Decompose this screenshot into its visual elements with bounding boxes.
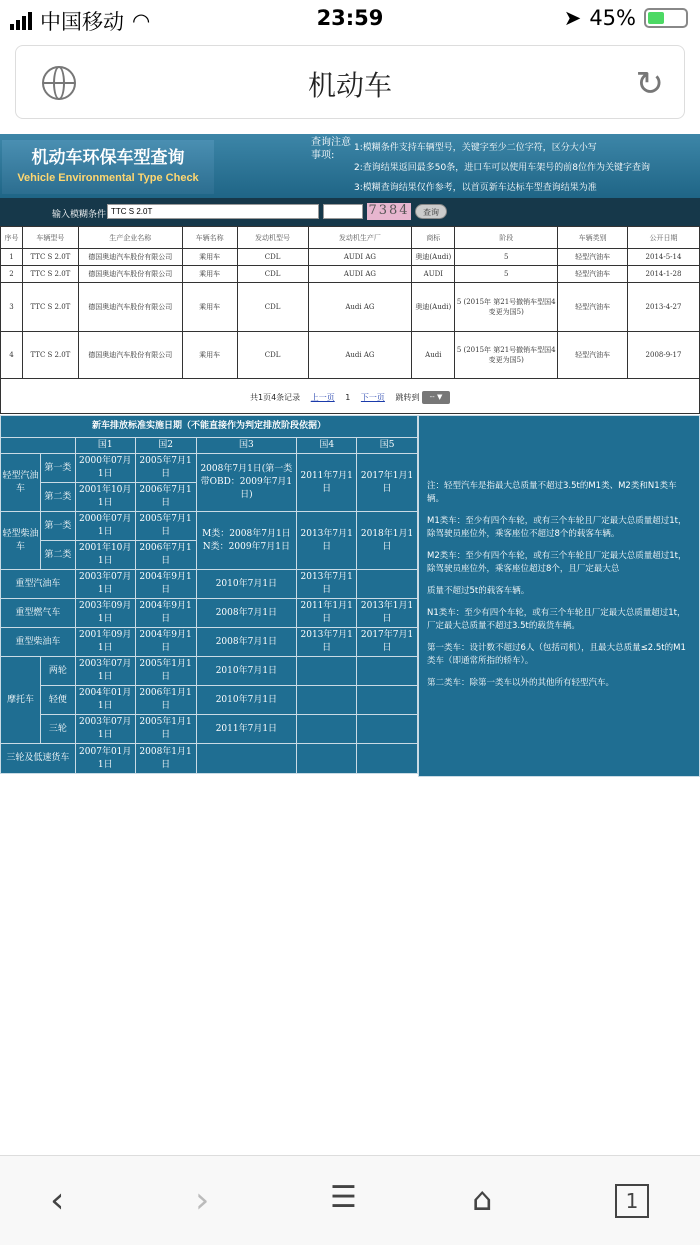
row-sublabel: 两轮 [40, 657, 75, 686]
table-cell: 轻型汽油车 [558, 332, 628, 379]
row-label: 重型燃气车 [1, 599, 76, 628]
col-header: 国3 [196, 438, 297, 454]
table-header [1, 227, 700, 249]
table-cell: 乘用车 [182, 266, 237, 283]
row-label: 三轮及低速货车 [1, 744, 76, 774]
table-cell: 奥迪(Audi) [412, 283, 455, 332]
table-cell: CDL [237, 266, 308, 283]
table-cell: 乘用车 [182, 249, 237, 266]
column-header: 生产企业名称 [78, 227, 182, 249]
cell: 2008年7月1日 [196, 599, 297, 628]
captcha-image[interactable]: 7384 [368, 203, 410, 218]
menu-icon[interactable]: ☰ [330, 1180, 357, 1215]
note: 质量不超过5t的载客车辆。 [427, 586, 530, 596]
table-cell: 2014-5-14 [628, 249, 700, 266]
table-cell: 乘用车 [182, 283, 237, 332]
record-summary: 共1页4条记录 [249, 393, 301, 402]
cell: 2000年07月1日 [75, 454, 135, 483]
captcha-input[interactable] [323, 204, 363, 219]
cell: 2004年01月1日 [75, 686, 135, 715]
table-cell: 轻型汽油车 [558, 283, 628, 332]
table-cell: CDL [237, 249, 308, 266]
cell: 2013年7月1日 [297, 628, 357, 657]
forward-icon[interactable]: › [195, 1180, 210, 1221]
cell [297, 686, 357, 715]
cell: 2017年7月1日 [357, 628, 418, 657]
row-sublabel: 第二类 [40, 541, 75, 570]
cell: 2010年7月1日 [196, 686, 297, 715]
column-header: 序号 [1, 227, 23, 249]
cell: 2006年1月1日 [135, 686, 196, 715]
table-row[interactable] [1, 249, 700, 266]
cell: 2011年7月1日 [297, 454, 357, 512]
row-label: 轻型汽油车 [1, 454, 41, 512]
cell [357, 657, 418, 686]
table-cell: 德国奥迪汽车股份有限公司 [78, 266, 182, 283]
row-sublabel: 三轮 [40, 715, 75, 744]
prev-page-link[interactable]: 上一页 [310, 393, 335, 402]
column-header: 车辆型号 [22, 227, 78, 249]
cell: 2013年1月1日 [357, 599, 418, 628]
cell: 2005年1月1日 [135, 657, 196, 686]
table-cell: 5 (2015年 第21号撤销车型国4变更为国5) [455, 283, 558, 332]
col-header: 国1 [75, 438, 135, 454]
search-label: 输入模糊条件 [52, 210, 107, 220]
cell: 2006年7月1日 [135, 541, 196, 570]
note: N1类车：至少有四个车轮，或有三个车轮且厂定最大总质量超过1t，厂定最大总质量不超过3.5t的载货车辆。 [427, 608, 686, 631]
cell: 2017年1月1日 [357, 454, 418, 512]
note: 第二类车：除第一类车以外的其他所有轻型汽车。 [427, 678, 615, 688]
row-label: 重型柴油车 [1, 628, 76, 657]
table-cell: TTC S 2.0T [22, 332, 78, 379]
search-bar [0, 198, 700, 226]
table-cell: 5 [455, 249, 558, 266]
cell: 2008年1月1日 [135, 744, 196, 774]
notes-heading: 查询注意事项: [311, 137, 351, 161]
cell: M类：2008年7月1日 N类：2009年7月1日 [196, 512, 297, 570]
table-cell: 5 (2015年 第21号撤销车型国4变更为国5) [455, 332, 558, 379]
table-cell: 德国奥迪汽车股份有限公司 [78, 283, 182, 332]
row-sublabel: 轻便 [40, 686, 75, 715]
back-icon[interactable]: ‹ [50, 1180, 65, 1221]
results-table [0, 226, 700, 379]
table-cell: 2013-4-27 [628, 283, 700, 332]
cell: 2013年7月1日 [297, 512, 357, 570]
next-page-link[interactable]: 下一页 [360, 393, 385, 402]
column-header: 公开日期 [628, 227, 700, 249]
cell [357, 570, 418, 599]
table-cell: 2008-9-17 [628, 332, 700, 379]
cell: 2013年7月1日 [297, 570, 357, 599]
note: 注：轻型汽车是指最大总质量不超过3.5t的M1类、M2类和N1类车辆。 [427, 481, 677, 504]
page-title: 机动车 [307, 69, 392, 102]
tabs-button[interactable]: 1 [615, 1184, 649, 1218]
standards-title: 新车排放标准实施日期（不能直接作为判定排放阶段依据） [1, 416, 418, 438]
table-cell: 轻型汽油车 [558, 249, 628, 266]
table-row[interactable] [1, 266, 700, 283]
row-label: 重型汽油车 [1, 570, 76, 599]
table-cell: TTC S 2.0T [22, 249, 78, 266]
cell [297, 657, 357, 686]
cell: 2018年1月1日 [357, 512, 418, 570]
vehicle-class-notes [418, 415, 700, 777]
cell [357, 715, 418, 744]
note: 3:模糊查询结果仅作参考，以首页新车达标车型查询结果为准 [354, 183, 597, 193]
standards-table [0, 415, 418, 774]
row-sublabel: 第二类 [40, 483, 75, 512]
note: 第一类车：设计数不超过6人（包括司机），且最大总质量≤2.5t的M1类车（即通常所指的轿车）。 [427, 643, 686, 666]
column-header: 发动机生产厂 [308, 227, 412, 249]
cell: 2000年07月1日 [75, 512, 135, 541]
location-icon: ➤ [563, 6, 582, 30]
reload-icon[interactable]: ↻ [635, 64, 664, 104]
column-header: 车辆名称 [182, 227, 237, 249]
logo-subtitle: Vehicle Environmental Type Check [17, 172, 199, 184]
cell: 2005年7月1日 [135, 454, 196, 483]
query-button[interactable]: 查询 [415, 204, 447, 219]
cell: 2008年7月1日(第一类带OBD：2009年7月1日) [196, 454, 297, 512]
cell: 2008年7月1日 [196, 628, 297, 657]
table-cell: AUDI AG [308, 266, 412, 283]
table-cell: 1 [1, 249, 23, 266]
cell: 2003年09月1日 [75, 599, 135, 628]
note: 1:模糊条件支持车辆型号，关键字至少二位字符，区分大小写 [354, 143, 597, 153]
cell: 2011年7月1日 [196, 715, 297, 744]
note: M1类车：至少有四个车轮，或有三个车轮且厂定最大总质量超过1t，除驾驶员座位外，乘客座位不超过8个的载客车辆。 [427, 516, 687, 539]
table-cell: Audi AG [308, 332, 412, 379]
table-cell: AUDI [412, 266, 455, 283]
table-cell: 轻型汽油车 [558, 266, 628, 283]
cell [357, 686, 418, 715]
carrier: 中国移动 [40, 10, 124, 34]
page-select-value: -- [429, 393, 435, 401]
table-cell: 德国奥迪汽车股份有限公司 [78, 332, 182, 379]
row-sublabel: 第一类 [40, 512, 75, 541]
pagination [0, 378, 700, 414]
search-input[interactable] [107, 204, 319, 219]
table-cell: Audi [412, 332, 455, 379]
column-header: 阶段 [455, 227, 558, 249]
note: M2类车：至少有四个车轮，或有三个车轮且厂定最大总质量超过1t，除驾驶员座位外，乘客座位超过8个，且厂定最大总 [427, 551, 687, 574]
table-cell: 3 [1, 283, 23, 332]
table-row[interactable] [1, 332, 700, 379]
address-bar[interactable] [15, 45, 685, 119]
current-page: 1 [345, 393, 351, 402]
cell [357, 744, 418, 774]
battery-icon [644, 8, 688, 28]
note: 2:查询结果返回最多50条，进口车可以使用车架号的前8位作为关键字查询 [354, 163, 650, 173]
cell: 2011年1月1日 [297, 599, 357, 628]
table-cell: 2 [1, 266, 23, 283]
table-cell: TTC S 2.0T [22, 283, 78, 332]
table-cell: 乘用车 [182, 332, 237, 379]
cell: 2007年01月1日 [75, 744, 135, 774]
cell: 2010年7月1日 [196, 570, 297, 599]
page-select[interactable]: -- ▼ [422, 391, 450, 404]
clock: 23:59 [316, 6, 384, 30]
cell [196, 744, 297, 774]
cell [297, 715, 357, 744]
cell: 2010年7月1日 [196, 657, 297, 686]
column-header: 商标 [412, 227, 455, 249]
blank [1, 438, 76, 454]
col-header: 国2 [135, 438, 196, 454]
table-cell: CDL [237, 283, 308, 332]
table-cell: CDL [237, 332, 308, 379]
table-cell: 奥迪(Audi) [412, 249, 455, 266]
row-sublabel: 第一类 [40, 454, 75, 483]
cell: 2001年10月1日 [75, 541, 135, 570]
cell: 2003年07月1日 [75, 570, 135, 599]
table-cell: TTC S 2.0T [22, 266, 78, 283]
site-header [0, 134, 700, 198]
home-icon[interactable]: ⌂ [472, 1180, 493, 1218]
table-row[interactable] [1, 283, 700, 332]
table-cell: 2014-1-28 [628, 266, 700, 283]
status-bar [0, 0, 700, 38]
cell: 2004年9月1日 [135, 628, 196, 657]
table-cell: 德国奥迪汽车股份有限公司 [78, 249, 182, 266]
cell: 2004年9月1日 [135, 599, 196, 628]
col-header: 国5 [357, 438, 418, 454]
cell [297, 744, 357, 774]
table-cell: 5 [455, 266, 558, 283]
cell: 2001年09月1日 [75, 628, 135, 657]
cell: 2005年7月1日 [135, 512, 196, 541]
wifi-icon: ◠ [132, 9, 151, 33]
logo-title: 机动车环保车型查询 [31, 148, 185, 168]
cell: 2003年07月1日 [75, 657, 135, 686]
site-logo [2, 140, 214, 194]
column-header: 发动机型号 [237, 227, 308, 249]
jump-label: 跳转到 [395, 393, 420, 402]
browser-toolbar [0, 1155, 700, 1245]
battery-percent: 45% [589, 6, 636, 30]
cell: 2003年07月1日 [75, 715, 135, 744]
table-cell: Audi AG [308, 283, 412, 332]
col-header: 国4 [297, 438, 357, 454]
cell: 2005年1月1日 [135, 715, 196, 744]
row-label: 轻型柴油车 [1, 512, 41, 570]
column-header: 车辆类别 [558, 227, 628, 249]
cell: 2001年10月1日 [75, 483, 135, 512]
table-cell: 4 [1, 332, 23, 379]
table-cell: AUDI AG [308, 249, 412, 266]
cell: 2004年9月1日 [135, 570, 196, 599]
query-notes [354, 140, 650, 196]
row-label: 摩托车 [1, 657, 41, 744]
cell: 2006年7月1日 [135, 483, 196, 512]
